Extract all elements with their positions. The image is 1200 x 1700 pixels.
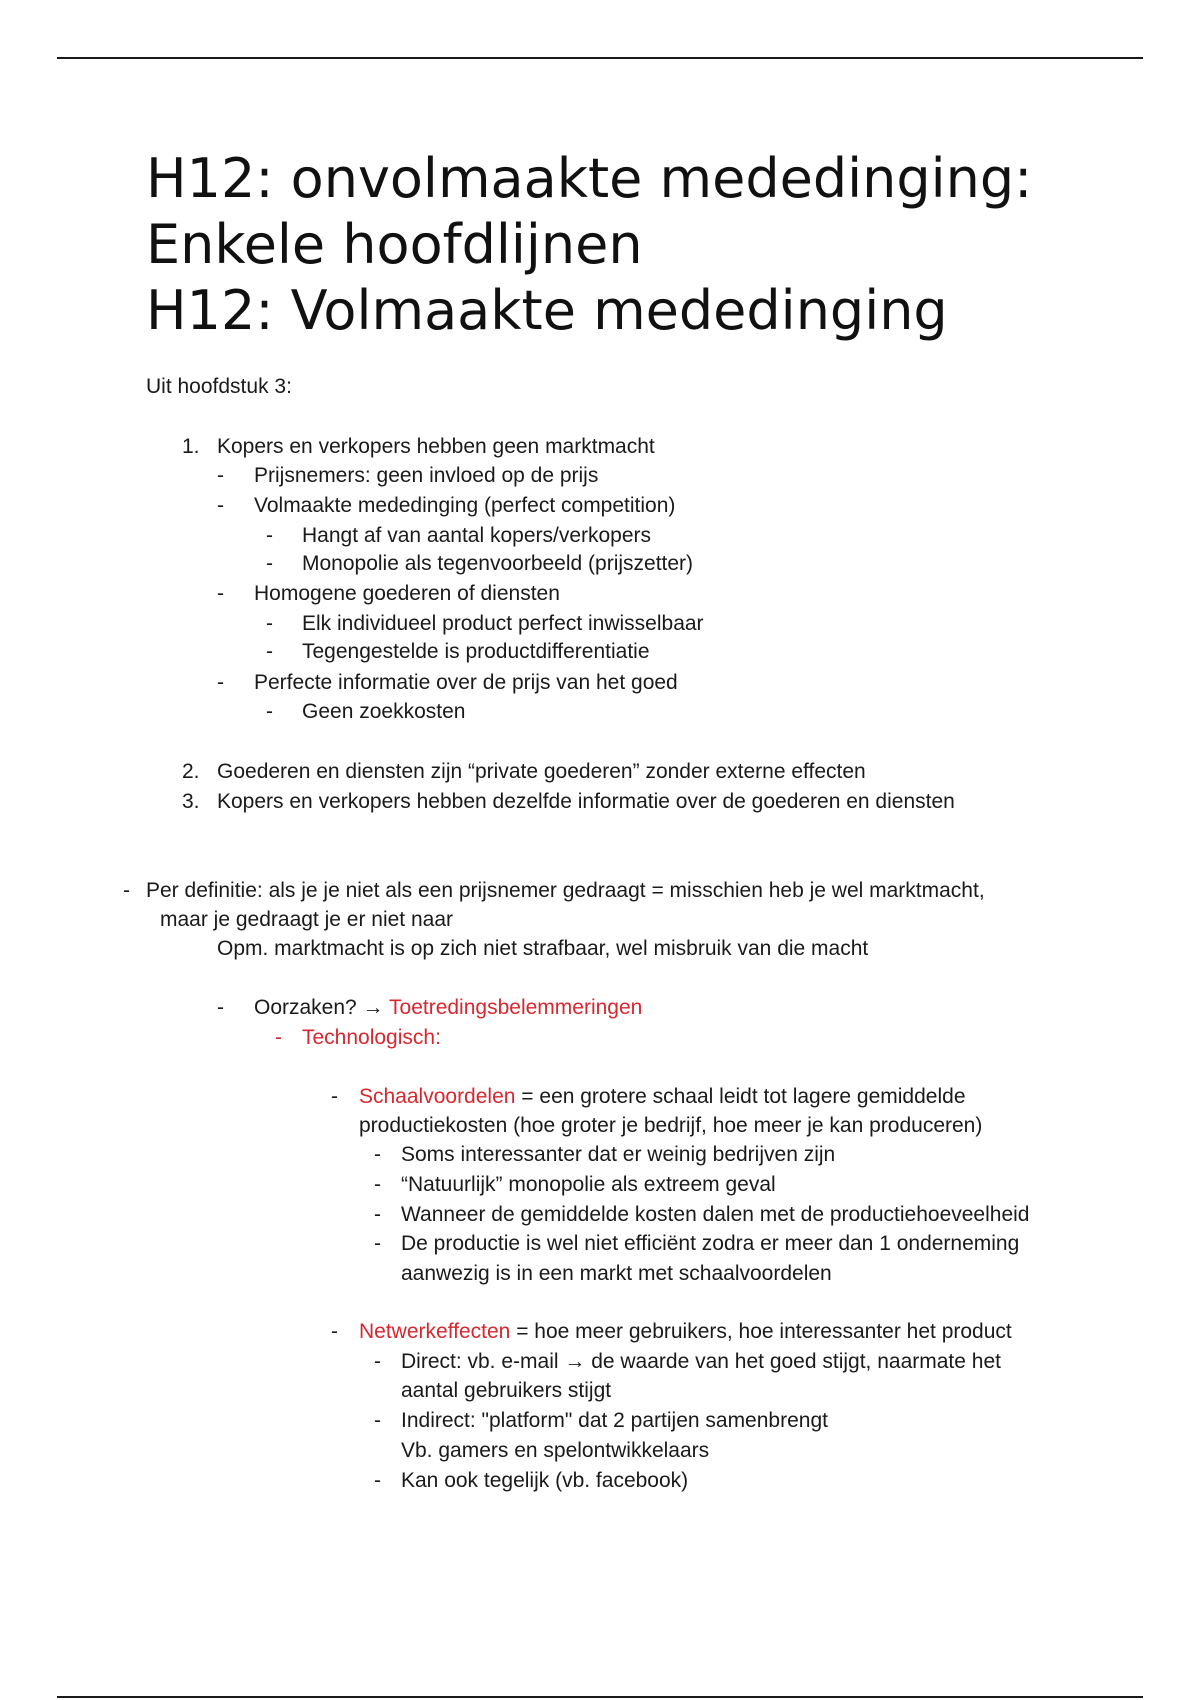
dash-bullet: - <box>374 1203 381 1226</box>
dash-bullet: - <box>331 1320 338 1343</box>
dash-bullet: - <box>217 996 224 1019</box>
definition-line: Per definitie: als je je niet als een prijsnemer gedraagt = misschien heb je wel marktmacht, <box>146 879 985 902</box>
network-bullet: Kan ook tegelijk (vb. facebook) <box>401 1469 689 1492</box>
network-bullet: Direct: vb. e-mail → de waarde van het goed stijgt, naarmate het <box>401 1350 1001 1373</box>
dash-bullet: - <box>217 494 224 517</box>
dash-bullet: - <box>374 1173 381 1196</box>
scale-bullet: Wanneer de gemiddelde kosten dalen met de productiehoeveelheid <box>401 1203 1030 1226</box>
dash-bullet: - <box>374 1469 381 1492</box>
scale-bullet: Soms interessanter dat er weinig bedrijven zijn <box>401 1143 836 1166</box>
network-bullet-continued: aantal gebruikers stijgt <box>401 1379 612 1402</box>
dash-bullet: - <box>374 1350 381 1373</box>
sub-item: Homogene goederen of diensten <box>254 582 560 605</box>
list-item: Goederen en diensten zijn “private goederen” zonder externe effecten <box>217 760 866 783</box>
list-number: 3. <box>182 790 200 813</box>
dash-bullet: - <box>217 464 224 487</box>
title-line-3: H12: Volmaakte mededinging <box>146 279 948 342</box>
scale-bullet: De productie is wel niet efficiënt zodra er meer dan 1 onderneming <box>401 1232 1020 1255</box>
dash-bullet: - <box>374 1143 381 1166</box>
economies-of-scale-line-2: productiekosten (hoe groter je bedrijf, hoe meer je kan produceren) <box>359 1114 983 1137</box>
network-effects-line <box>359 1318 1012 1346</box>
dash-bullet: - <box>374 1409 381 1432</box>
sub-item: Perfecte informatie over de prijs van het goed <box>254 671 678 694</box>
list-item: Kopers en verkopers hebben geen marktmacht <box>217 435 655 458</box>
technological-heading: Technologisch: <box>302 1026 441 1049</box>
dash-bullet: - <box>266 524 273 547</box>
list-item: Kopers en verkopers hebben dezelfde informatie over de goederen en diensten <box>217 790 955 813</box>
dash-bullet: - <box>266 640 273 663</box>
network-bullet: Indirect: "platform" dat 2 partijen samenbrengt <box>401 1409 828 1432</box>
title-line-1: H12: onvolmaakte mededinging: <box>146 147 1033 210</box>
scale-bullet-continued: aanwezig is in een markt met schaalvoordelen <box>401 1262 832 1285</box>
dash-bullet: - <box>217 671 224 694</box>
sub-sub-item: Tegengestelde is productdifferentiatie <box>302 640 650 663</box>
dash-bullet: - <box>275 1026 282 1049</box>
dash-bullet: - <box>266 700 273 723</box>
title-line-2: Enkele hoofdlijnen <box>146 213 643 276</box>
causes-line <box>254 994 642 1022</box>
definition-line: maar je gedraagt je er niet naar <box>160 908 454 931</box>
dash-bullet: - <box>123 879 130 902</box>
causes-highlight: Toetredingsbelemmeringen <box>389 996 643 1019</box>
network-bullet-continued: Vb. gamers en spelontwikkelaars <box>401 1439 710 1462</box>
scale-bullet: “Natuurlijk” monopolie als extreem geval <box>401 1173 776 1196</box>
causes-label: Oorzaken? → <box>254 996 390 1019</box>
top-rule <box>57 57 1143 59</box>
list-number: 1. <box>182 435 200 458</box>
dash-bullet: - <box>374 1232 381 1255</box>
dash-bullet: - <box>331 1085 338 1108</box>
network-effects-text: = hoe meer gebruikers, hoe interessanter het product <box>510 1320 1012 1343</box>
list-number: 2. <box>182 760 200 783</box>
network-effects-term: Netwerkeffecten <box>359 1320 511 1343</box>
sub-item: Volmaakte mededinging (perfect competition) <box>254 494 676 517</box>
economies-of-scale-line <box>359 1083 966 1111</box>
economies-of-scale-term: Schaalvoordelen <box>359 1085 516 1108</box>
sub-sub-item: Hangt af van aantal kopers/verkopers <box>302 524 652 547</box>
sub-sub-item: Elk individueel product perfect inwisselbaar <box>302 612 704 635</box>
intro-text: Uit hoofdstuk 3: <box>146 375 292 398</box>
sub-sub-item: Monopolie als tegenvoorbeeld (prijszetter) <box>302 552 694 575</box>
economies-of-scale-text: = een grotere schaal leidt tot lagere gemiddelde <box>515 1085 966 1108</box>
bottom-rule <box>57 1696 1143 1698</box>
dash-bullet: - <box>266 612 273 635</box>
dash-bullet: - <box>266 552 273 575</box>
sub-item: Prijsnemers: geen invloed op de prijs <box>254 464 599 487</box>
page-title <box>146 146 1032 344</box>
dash-bullet: - <box>217 582 224 605</box>
sub-sub-item: Geen zoekkosten <box>302 700 466 723</box>
remark: Opm. marktmacht is op zich niet strafbaar, wel misbruik van die macht <box>217 937 869 960</box>
